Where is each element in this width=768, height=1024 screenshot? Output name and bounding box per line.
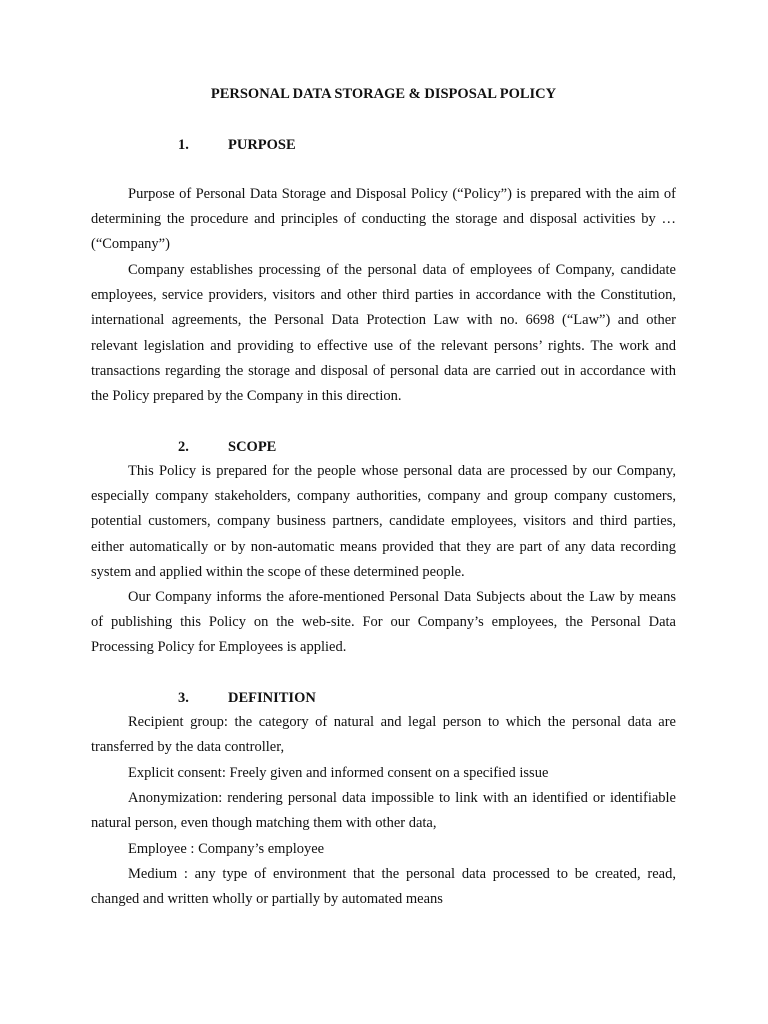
section-title: SCOPE <box>228 439 277 455</box>
section-number: 2. <box>178 439 189 455</box>
definition-anonymization: Anonymization: rendering personal data impossible to link with an identified or identifiable natural person, even though matching them with other data, <box>91 790 676 832</box>
definition-recipient-group: Recipient group: the category of natural and legal person to which the personal data are transferred by the data controller, <box>91 714 676 756</box>
section-title: PURPOSE <box>228 137 296 153</box>
paragraph: This Policy is prepared for the people whose personal data are processed by our Company, especially company stakeholders, company authorities, company and group company customers, potential customers, company business partners, candidate employees, visitors and third parties, either automatically or by non-automatic means provided that they are part of any data recording system and applied within the scope of these determined people. <box>91 463 676 580</box>
definition-employee: Employee : Company’s employee <box>128 841 325 857</box>
paragraph: Purpose of Personal Data Storage and Disposal Policy (“Policy”) is prepared with the aim of determining the procedure and principles of conducting the storage and disposal activities by … (“Company”) <box>91 186 676 253</box>
paragraph: Our Company informs the afore-mentioned Personal Data Subjects about the Law by means of publishing this Policy on the web-site. For our Company’s employees, the Personal Data Processing Policy for Employees is applied. <box>91 589 676 656</box>
definition-medium: Medium : any type of environment that the personal data processed to be created, read, changed and written wholly or partially by automated means <box>91 866 676 908</box>
paragraph: Company establishes processing of the personal data of employees of Company, candidate employees, service providers, visitors and other third parties in accordance with the Constitution, international agreements, the Personal Data Protection Law with no. 6698 (“Law”) and other relevant legislation and providing to effective use of the relevant persons’ rights. The work and transactions regarding the storage and disposal of personal data are carried out in accordance with the Policy prepared by the Company in this direction. <box>91 262 676 405</box>
section-number: 1. <box>178 137 189 153</box>
document-page <box>91 0 676 1024</box>
section-number: 3. <box>178 690 189 706</box>
document-title: PERSONAL DATA STORAGE & DISPOSAL POLICY <box>210 86 557 102</box>
definition-explicit-consent: Explicit consent: Freely given and informed consent on a specified issue <box>128 765 549 781</box>
section-title: DEFINITION <box>228 690 316 706</box>
